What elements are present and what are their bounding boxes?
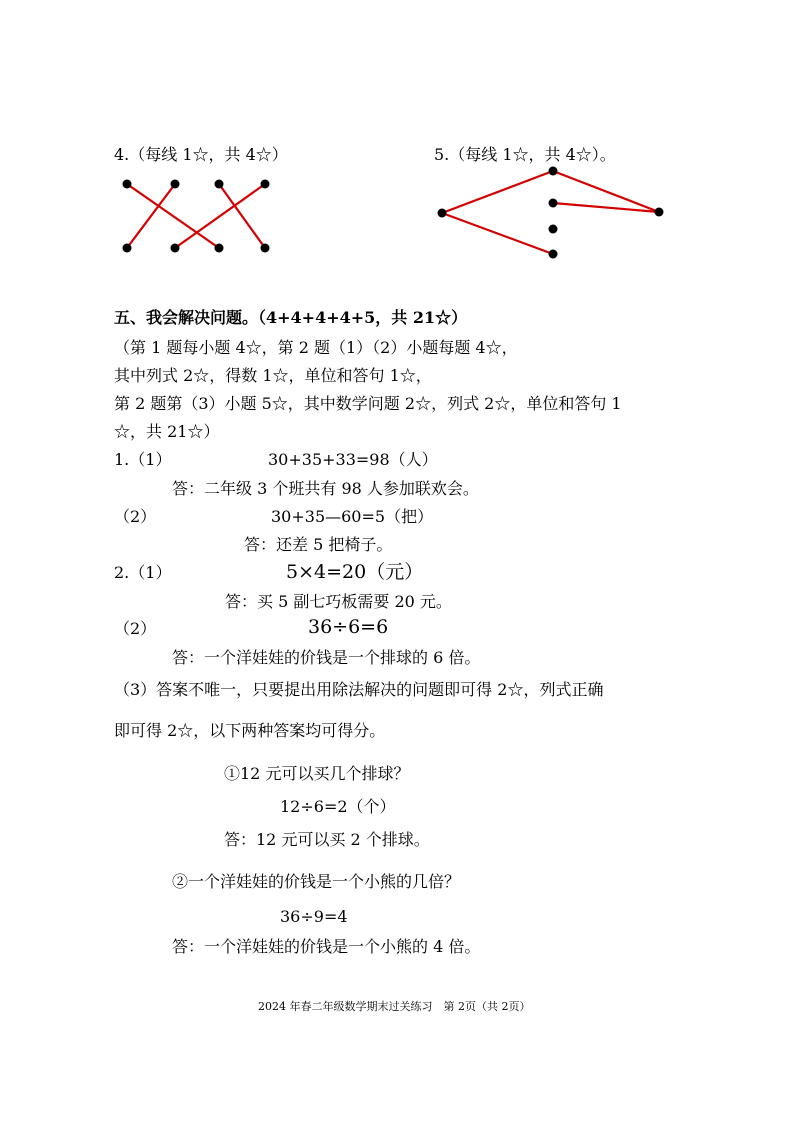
q5-line-4 bbox=[553, 203, 659, 212]
optionA-equation: 12÷6=2（个） bbox=[280, 797, 396, 816]
q4-dot-bottom-1 bbox=[123, 244, 132, 253]
section5-heading: 五、我会解决问题。（4+4+4+4+5，共 21☆） bbox=[114, 308, 468, 327]
q5-line-2 bbox=[442, 213, 553, 254]
optionB-equation: 36÷9=4 bbox=[280, 907, 348, 926]
q1-part2-label: （2） bbox=[114, 507, 157, 526]
optionA-question: ①12 元可以买几个排球？ bbox=[224, 764, 410, 783]
q4-dot-bottom-3 bbox=[215, 244, 224, 253]
q4-line-3 bbox=[219, 184, 265, 248]
page-footer: 2024 年春二年级数学期末过关练习 第 2页（共 2页） bbox=[258, 1000, 531, 1013]
scoring-line-1: （第 1 题每小题 4☆，第 2 题（1）（2）小题每题 4☆， bbox=[114, 338, 518, 357]
q2-part2-answer: 答：一个洋娃娃的价钱是一个排球的 6 倍。 bbox=[172, 648, 481, 667]
q4-line-4 bbox=[175, 184, 265, 248]
q2-part3-line2: 即可得 2☆，以下两种答案均可得分。 bbox=[114, 721, 386, 740]
q4-dot-bottom-4 bbox=[261, 244, 270, 253]
q5-dot-mid-3 bbox=[549, 225, 558, 234]
scoring-line-3: 第 2 题第（3）小题 5☆，其中数学问题 2☆，列式 2☆，单位和答句 1 bbox=[114, 394, 622, 413]
q1-part1-label: 1.（1） bbox=[114, 450, 172, 469]
q4-line-1 bbox=[127, 184, 219, 248]
q2-part1-equation: 5×4=20（元） bbox=[286, 561, 424, 583]
q5-label: 5.（每线 1☆，共 4☆）。 bbox=[434, 145, 616, 164]
q4-dot-top-2 bbox=[171, 180, 180, 189]
q5-dot-mid-4 bbox=[549, 250, 558, 259]
q5-dot-mid-1 bbox=[549, 167, 558, 176]
q2-part1-label: 2.（1） bbox=[114, 563, 172, 582]
q1-part1-equation: 30+35+33=98（人） bbox=[268, 450, 438, 469]
q5-dot-right bbox=[655, 208, 664, 217]
q4-dot-top-3 bbox=[215, 180, 224, 189]
q4-dot-top-4 bbox=[261, 180, 270, 189]
q5-dot-mid-2 bbox=[549, 199, 558, 208]
q5-line-3 bbox=[553, 171, 659, 212]
q4-label: 4.（每线 1☆，共 4☆） bbox=[114, 145, 288, 164]
q1-part2-answer: 答：还差 5 把椅子。 bbox=[244, 535, 393, 554]
optionB-answer: 答：一个洋娃娃的价钱是一个小熊的 4 倍。 bbox=[172, 937, 481, 956]
scoring-line-4: ☆，共 21☆） bbox=[114, 422, 220, 441]
q2-part3-line1: （3）答案不唯一，只要提出用除法解决的问题即可得 2☆，列式正确 bbox=[114, 680, 604, 699]
optionB-question: ②一个洋娃娃的价钱是一个小熊的几倍？ bbox=[172, 872, 461, 891]
q2-part2-label: （2） bbox=[114, 619, 157, 638]
q5-dot-left bbox=[438, 209, 447, 218]
q5-line-1 bbox=[442, 171, 553, 213]
optionA-answer: 答：12 元可以买 2 个排球。 bbox=[224, 830, 430, 849]
q4-line-2 bbox=[127, 184, 175, 248]
q4-matching-diagram bbox=[0, 0, 794, 300]
scoring-line-2: 其中列式 2☆，得数 1☆，单位和答句 1☆， bbox=[114, 366, 432, 385]
q4-dot-top-1 bbox=[123, 180, 132, 189]
q2-part1-answer: 答：买 5 副七巧板需要 20 元。 bbox=[225, 592, 452, 611]
q2-part2-equation: 36÷6=6 bbox=[308, 616, 389, 638]
q4-dot-bottom-2 bbox=[171, 244, 180, 253]
q1-part1-answer: 答：二年级 3 个班共有 98 人参加联欢会。 bbox=[172, 479, 479, 498]
q1-part2-equation: 30+35—60=5（把） bbox=[271, 507, 434, 526]
